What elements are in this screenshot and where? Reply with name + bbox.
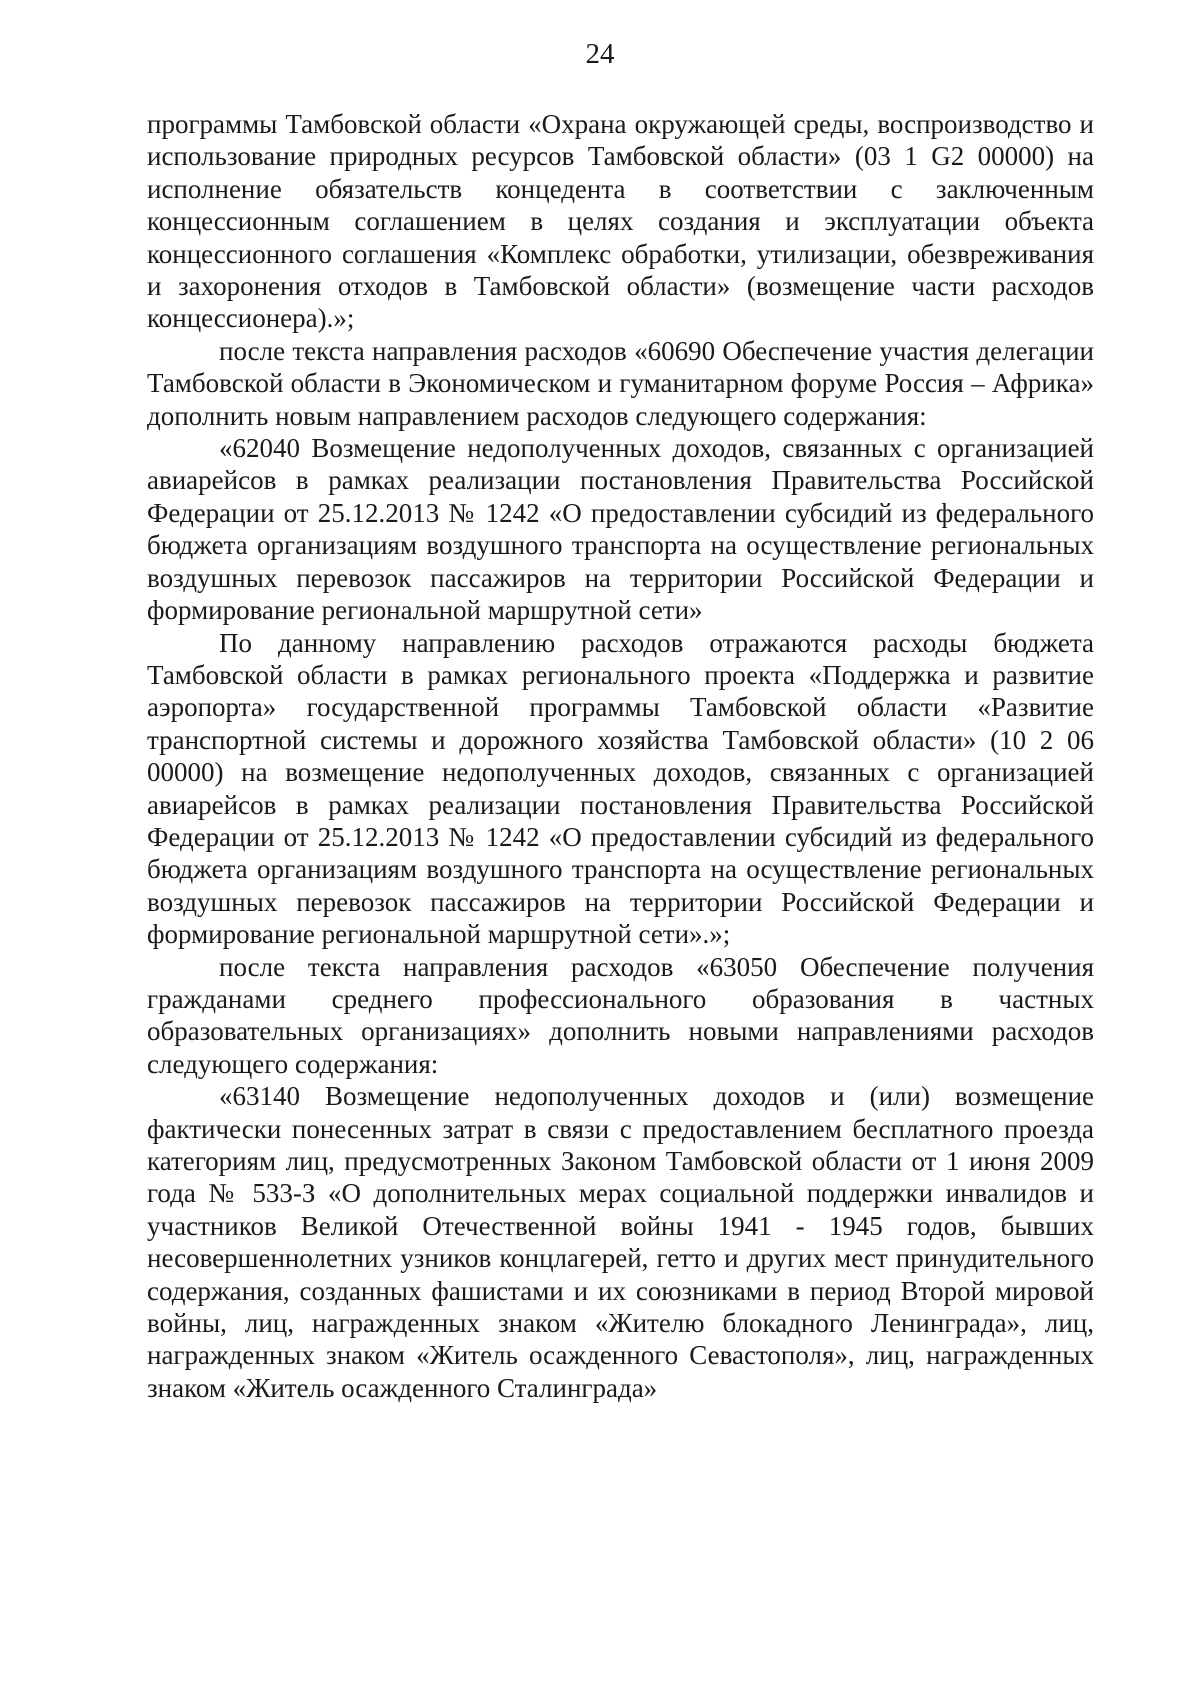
- paragraph-program-continuation: программы Тамбовской области «Охрана окружающей среды, воспроизводство и использование природных ресурсов Тамбовской области» (03 1 G2 00000) на исполнение обязательств концедента в соответствии с заключенным концессионным соглашением в целях создания и эксплуатации объекта концессионного соглашения «Комплекс обработки, утилизации, обезвреживания и захоронения отходов в Тамбовской области» (возмещение части расходов концессионера).»;: [147, 109, 1094, 334]
- paragraph-62040-description: По данному направлению расходов отражаются расходы бюджета Тамбовской области в рамках регионального проекта «Поддержка и развитие аэропорта» государственной программы Тамбовской области «Развитие транспортной системы и дорожного хозяйства Тамбовской области» (10 2 06 00000) на возмещение недополученных доходов, связанных с организацией авиарейсов в рамках реализации постановления Правительства Российской Федерации от 25.12.2013 № 1242 «О предоставлении субсидий из федерального бюджета организациям воздушного транспорта на осуществление региональных воздушных перевозок пассажиров на территории Российской Федерации и формирование региональной маршрутной сети».»;: [147, 627, 1094, 950]
- paragraph-62040-title: «62040 Возмещение недополученных доходов, связанных с организацией авиарейсов в рамках реализации постановления Правительства Российской Федерации от 25.12.2013 № 1242 «О предоставлении субсидий из федерального бюджета организациям воздушного транспорта на осуществление региональных воздушных перевозок пассажиров на территории Российской Федерации и формирование региональной маршрутной сети»: [147, 433, 1094, 626]
- paragraph-63140-title: «63140 Возмещение недополученных доходов и (или) возмещение фактически понесенных затрат в связи с предоставлением бесплатного проезда категориям лиц, предусмотренных Законом Тамбовской области от 1 июня 2009 года № 533-З «О дополнительных мерах социальной поддержки инвалидов и участников Великой Отечественной войны 1941 - 1945 годов, бывших несовершеннолетних узников концлагерей, гетто и других мест принудительного содержания, созданных фашистами и их союзниками в период Второй мировой войны, лиц, награжденных знаком «Жителю блокадного Ленинграда», лиц, награжденных знаком «Житель осажденного Севастополя», лиц, награжденных знаком «Житель осажденного Сталинграда»: [147, 1081, 1094, 1403]
- paragraph-after-63050: после текста направления расходов «63050 Обеспечение получения гражданами среднего профессионального образования в частных образовательных организациях» дополнить новыми направлениями расходов следующего содержания:: [147, 951, 1094, 1079]
- document-body: [147, 108, 1094, 1404]
- page-number: 24: [585, 38, 615, 70]
- paragraph-after-60690: после текста направления расходов «60690 Обеспечение участия делегации Тамбовской области в Экономическом и гуманитарном форуме Россия – Африка» дополнить новым направлением расходов следующего содержания:: [147, 335, 1094, 431]
